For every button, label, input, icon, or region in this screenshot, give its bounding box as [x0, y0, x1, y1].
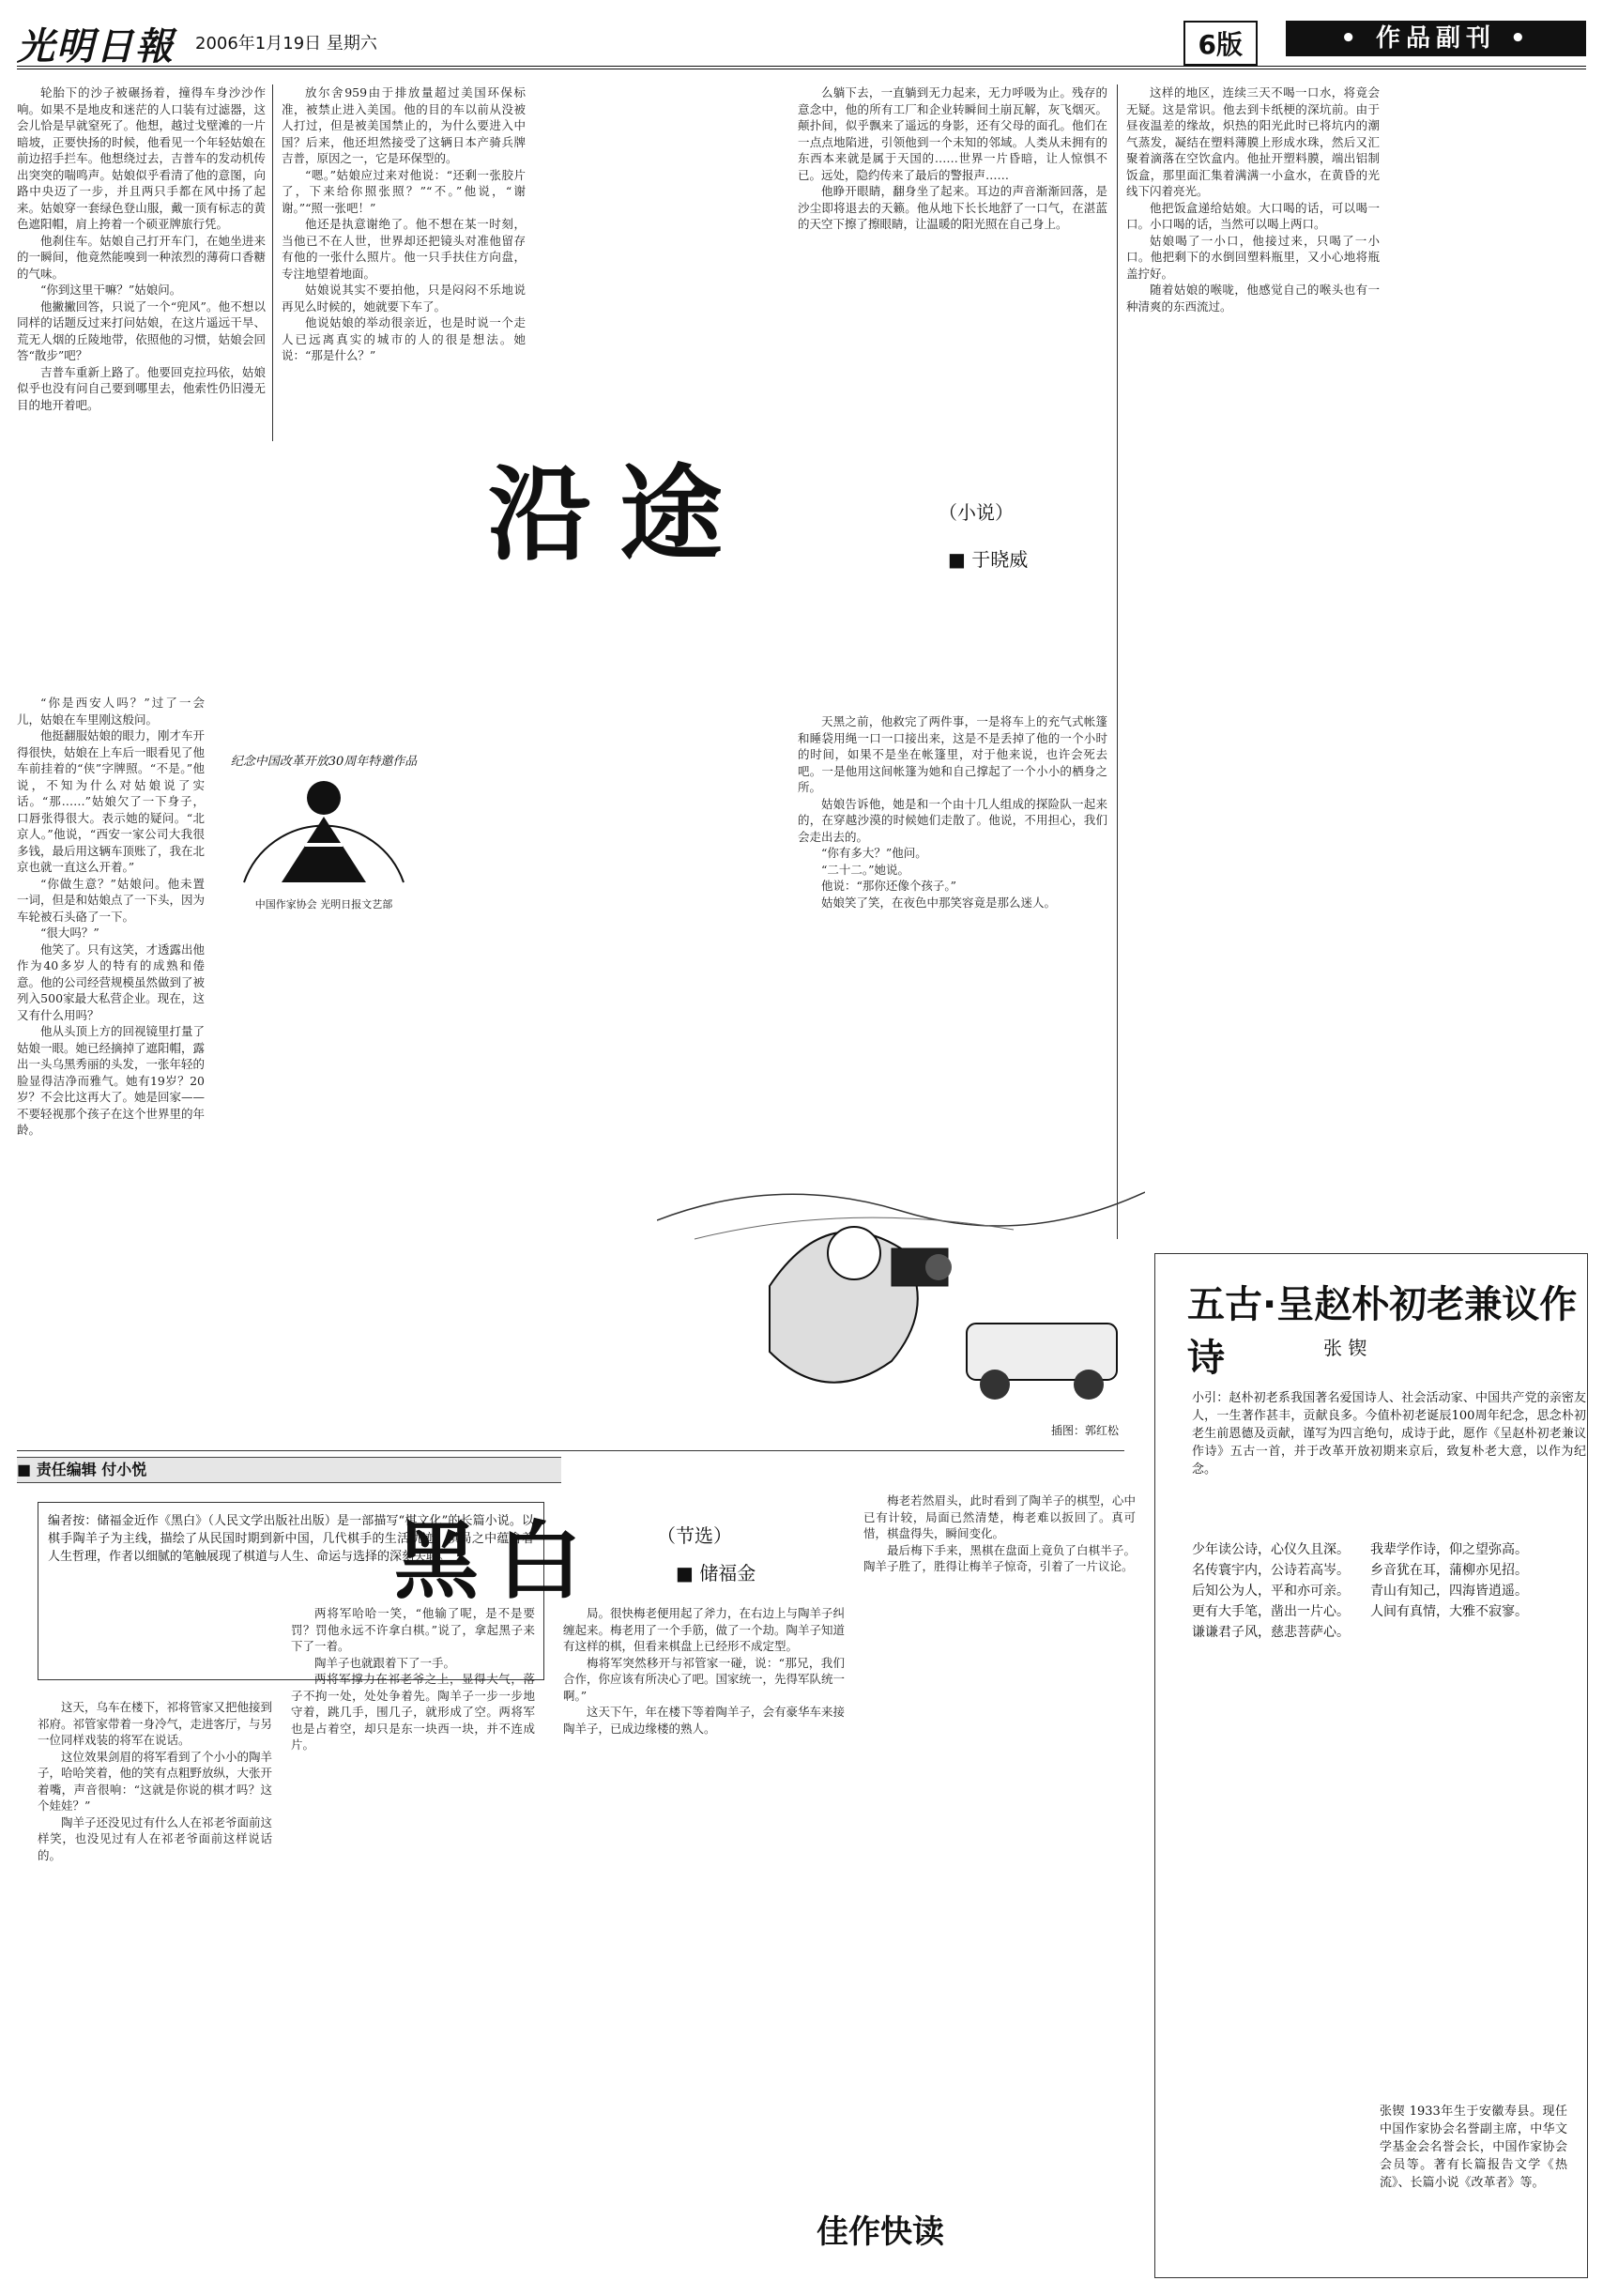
- poem-intro: 小引：赵朴初老系我国著名爱国诗人、社会活动家、中国共产党的亲密友人，一生著作甚丰，贡献良多。今值朴初老诞辰100周年纪念，思念朴初老生前恩德及贡献，谨写为四言绝句，成诗于此，愿作《呈赵朴初老兼议作诗》五古一首，并于改革开放初期来京后，致复朴老大意，以作为纪念。: [1192, 1391, 1586, 1477]
- paragraph: “你有多大？”他问。: [821, 846, 927, 860]
- page-number: 6版: [1183, 21, 1258, 66]
- newspaper-logo: 光明日報: [17, 24, 175, 69]
- story2-column-3: [563, 1605, 845, 2187]
- paragraph: 他挺翻服姑娘的眼力，刚才车开得很快，姑娘在上车后一眼看见了他车前挂着的“侠”字牌照。“不是。”他说，不知为什么对姑娘说了实话。“那……”姑娘欠了一下身子，口唇张得很大。表示她的疑问。“北京人。”他说，“西安一家公司大我很多钱，最后用这辆车顶账了，我在北京也就一直这么开着。”: [17, 728, 205, 874]
- story2-column-4: [863, 1492, 1136, 2187]
- paragraph: 他睁开眼睛，翻身坐了起来。耳边的声音渐渐回落，是沙尘即将退去的天籁。他从地下长长地舒了一口气，在湛蓝的天空下擦了擦眼睛，让温暖的阳光照在自己身上。: [798, 184, 1107, 231]
- poem-title: 五古·呈赵朴初老兼议作诗: [1187, 1283, 1578, 1380]
- paragraph: “嗯。”姑娘应过来对他说：“还剩一张胶片了，下来给你照张照？”“不。”他说，“谢谢。”“照一张吧！”: [282, 167, 526, 215]
- paragraph: “你是西安人吗？”过了一会儿，姑娘在车里刚这般问。: [17, 696, 205, 727]
- story2-title: 黑白: [394, 1511, 601, 1611]
- issue-date: 2006年1月19日 星期六: [195, 34, 377, 54]
- paragraph: 陶羊子还没见过有什么人在祁老爷面前这样笑，也没见过有人在祁老爷面前这样说话的。: [38, 1814, 272, 1862]
- paragraph: 最后梅下手来，黑棋在盘面上竟负了白棋半子。陶羊子胜了，胜得让梅羊子惊奇，引着了一片议论。: [863, 1542, 1136, 1573]
- paragraph: 这天，乌车在楼下，祁将管家又把他接到祁府。祁管家带着一身冷气，走进客厅，与另一位同样戏装的将军在说话。: [38, 1700, 272, 1747]
- paragraph: 天黑之前，他救完了两件事，一是将车上的充气式帐篷和睡袋用绳一口一口接出来，这是不是丢掉了他的一个小时的时间，如果不是坐在帐篷里，对于他来说，也许会死去吧。一是他用这间帐篷为她和自己撑起了一个小小的栖身之所。: [798, 714, 1107, 794]
- paragraph: “很大吗？”: [40, 926, 99, 940]
- paragraph: 姑娘说其实不要拍他，只是闷闷不乐地说再见么时候的，她就要下车了。: [282, 283, 526, 314]
- poet-bio: 张锲 1933年生于安徽寿县。现任中国作家协会名誉副主席，中华文学基金会名誉会长，中国作家协会会员等。著有长篇报告文学《热流》、长篇小说《改革者》等。: [1380, 2105, 1567, 2190]
- poem-author: 张 锲: [1323, 1337, 1367, 1359]
- divider: [1117, 84, 1118, 1239]
- story1-title: 沿途: [488, 453, 751, 574]
- paragraph: 陶羊子也就跟着下了一手。: [314, 1655, 456, 1670]
- divider: [17, 1450, 1124, 1451]
- paragraph: 这位效果剑眉的将军看到了个小小的陶羊子，哈哈笑着，他的笑有点粗野放纵，大张开着嘴，声音很响：“这就是你说的棋才吗？这个娃娃？”: [38, 1749, 272, 1813]
- paragraph: 两将军哈哈一笑，“他输了呢，是不是要罚？罚他永远不许拿白棋。”说了，拿起黑子来下了一着。: [291, 1606, 535, 1653]
- section-title: • 作品副刊 •: [1286, 21, 1586, 56]
- anniversary-emblem: [216, 695, 432, 939]
- paragraph: 他还是执意谢绝了。他不想在某一时刻，当他已不在人世，世界却还把镜头对准他留存有他的一张什么照片。他一只手扶住方向盘，专注地望着地面。: [282, 217, 526, 281]
- paragraph: 这样的地区，连续三天不喝一口水，将竟会无疑。这是常识。他去到卡纸梗的深坑前。由于昼夜温差的缘故，炽热的阳光此时已将坑内的潮气蒸发，凝结在塑料薄膜上形成水珠，然后又汇聚着滴落在空饮盒内。他扯开塑料膜，端出铝制饭盒，那里面汇集着满满一小盒水，在黄昏的光线下闪着亮光。: [1126, 85, 1380, 198]
- story1-illustration: [657, 1089, 1145, 1446]
- paragraph: 姑娘告诉他，她是和一个由十几人组成的探险队一起来的，在穿越沙漠的时候她们走散了。他说，不用担心，我们会走出去的。: [798, 796, 1107, 844]
- paragraph: 他从头顶上方的回视镜里打量了姑娘一眼。她已经摘掉了遮阳帽，露出一头乌黑秀丽的头发，一张年轻的脸显得洁净而雅气。她有19岁？20岁？不会比这再大了。她是回家——不要轻视那个孩子在这个世界里的年龄。: [17, 1024, 205, 1137]
- story1-author: ■ 于晓威: [948, 548, 1029, 571]
- story1-column-6: [798, 713, 1107, 1079]
- editor-credit: ■ 责任编辑 付小悦: [17, 1457, 561, 1483]
- story1-genre: （小说）: [939, 501, 1014, 524]
- paragraph: 这天下午，年在楼下等着陶羊子，会有豪华车来接陶羊子，已成边缘楼的熟人。: [563, 1705, 845, 1736]
- paragraph: 放尔舍959由于排放量超过美国环保标准，被禁止进入美国。他的目的车以前从没被人打过，但是被美国禁止的，为什么要进入中国？后来，他还坦然接受了这辆日本产骑兵牌吉普，原因之一，它是环保型的。: [282, 85, 526, 165]
- illustration-caption: 插图：郭红松: [1051, 1424, 1120, 1437]
- poem-lines-right: 我辈学作诗，仰之望弥高。乡音犹在耳，蒲柳亦见招。青山有知己，四海皆逍遥。人间有真情，大雅不寂寥。: [1370, 1542, 1528, 1619]
- emblem-caption: 中国作家协会 光明日报文艺部: [254, 898, 393, 911]
- paragraph: 么躺下去，一直躺到无力起来，无力呼吸为止。残存的意念中，他的所有工厂和企业转瞬间土崩瓦解，灰飞烟灭。颠扑间，似乎飘来了遥远的身影，还有父母的面孔。他们在一点点地陷进，引领他到一个未知的邻域。人类从未拥有的东西本来就是属于天国的……世界一片昏暗，让人惊惧不已。远处，隐约传来了最后的警报声……: [798, 85, 1107, 182]
- story1-column-1: [17, 84, 266, 685]
- story2-column-2: [291, 1605, 535, 2281]
- paragraph: “二十二。”她说。: [821, 862, 910, 877]
- paragraph: 局。很快梅老便用起了斧力，在右边上与陶羊子纠缠起来。梅老用了一个手筋，做了一个劫。陶羊子知道有这样的棋，但看来棋盘上已经形不成定型。: [563, 1606, 845, 1653]
- paragraph: 他说姑娘的举动很亲近，也是时说一个走人已远离真实的城市的人的很是想法。她说：“那是什么？”: [282, 315, 526, 362]
- paragraph: 梅老若然眉头，此时看到了陶羊子的棋型，心中已有计较，局面已然清楚，梅老难以扳回了。真可惜，棋盘得失，瞬间变化。: [863, 1493, 1136, 1540]
- paragraph: 他说：“那你还像个孩子。”: [821, 879, 957, 893]
- story2-column-1: [38, 1699, 272, 2281]
- paragraph: “你到这里干嘛？”姑娘问。: [40, 283, 182, 297]
- featured-read-label: 佳作快读: [817, 2213, 944, 2251]
- paragraph: 他把饭盒递给姑娘。大口喝的话，可以喝一口。小口喝的话，当然可以喝上两口。: [1126, 200, 1380, 231]
- story1-column-5: [1126, 84, 1380, 1239]
- paragraph: 姑娘笑了笑，在夜色中那笑容竟是那么迷人。: [821, 895, 1057, 910]
- paragraph: 梅将军突然移开与祁管家一碰，说：“那兄，我们合作，你应该有所决心了吧。国家统一，先得军队统一啊。”: [563, 1655, 845, 1703]
- illustration-drawing: [657, 1089, 1145, 1446]
- divider: [272, 84, 273, 441]
- emblem-text: 纪念中国改革开放30周年特邀作品: [230, 755, 418, 769]
- paragraph: 两将军撑力在祁老爷之上，显得大气，落子不拘一处，处处争着先。陶羊子一步一步地守着，跳几手，围几子，就形成了空。两将军也是占着空，却只是东一块西一块，并不连成片。: [291, 1672, 535, 1752]
- poem-lines-left: 少年读公诗，心仪久且深。名传寰宇内，公诗若高岑。后知公为人，平和亦可亲。更有大手笔，凿出一片心。谦谦君子风，慈悲菩萨心。: [1192, 1542, 1350, 1640]
- paragraph: 吉普车重新上路了。他要回克拉玛依，姑娘似乎也没有问自己要到哪里去，他索性仍旧漫无目的地开着吧。: [17, 364, 266, 412]
- story1-column-4: [798, 84, 1107, 441]
- paragraph: 姑娘喝了一小口，他接过来，只喝了一小口。他把剩下的水倒回塑料瓶里，又小心地将瓶盖拧好。: [1126, 233, 1380, 281]
- masthead: [17, 17, 1586, 69]
- story1-column-3: [282, 84, 526, 422]
- story2-intro: 编者按：储福金近作《黑白》（人民文学出版社出版）是一部描写“棋文化”的长篇小说。以棋手陶羊子为主线，描绘了从民国时期到新中国，几代棋手的生活轨迹，棋局之中蕴含着人生哲理，作者以细腻的笔触展现了棋道与人生、命运与选择的深刻关联。: [38, 1502, 544, 1680]
- story1-column-2: [17, 695, 205, 1446]
- paragraph: 轮胎下的沙子被碾扬着，撞得车身沙沙作响。如果不是地皮和迷茫的人口装有过滤器，这会儿恰是早就窒死了。他想，越过戈壁滩的一片暗坡，正要快扬的时候，他看见一个年轻姑娘在前边招手拦车。他想绕过去，吉普车的发动机传出突突的喘鸣声。姑娘似乎看清了他的意图，向路中央迈了一步，并且两只手都在风中扬了起来。姑娘穿一套绿色登山服，戴一顶有标志的黄色遮阳帽，肩上挎着一个硕亚牌旅行凭。: [17, 85, 266, 231]
- paragraph: 他撇撇回答，只说了一个“兜风”。他不想以同样的话题反过来打问姑娘，在这片遥远干旱、荒无人烟的丘陵地带，依照他的习惯，姑娘会回答“散步”吧？: [17, 298, 266, 362]
- story2-author: ■ 储福金: [676, 1562, 756, 1584]
- paragraph: 随着姑娘的喉咙，他感觉自己的喉头也有一种清爽的东西流过。: [1126, 283, 1380, 314]
- story2-genre: （节选）: [657, 1524, 732, 1547]
- paragraph: 他刹住车。姑娘自己打开车门，在她坐进来的一瞬间，他竟然能嗅到一种浓烈的薄荷口香糖的气味。: [17, 233, 266, 281]
- paragraph: 他笑了。只有这笑，才透露出他作为40多岁人的特有的成熟和倦意。他的公司经营规模虽然做到了被列入500家最大私营企业。现在，这又有什么用吗？: [17, 941, 205, 1022]
- paragraph: “你做生意？”姑娘问。他未置一词，但是和姑娘点了一下头，因为车轮被石头硌了一下。: [17, 876, 205, 924]
